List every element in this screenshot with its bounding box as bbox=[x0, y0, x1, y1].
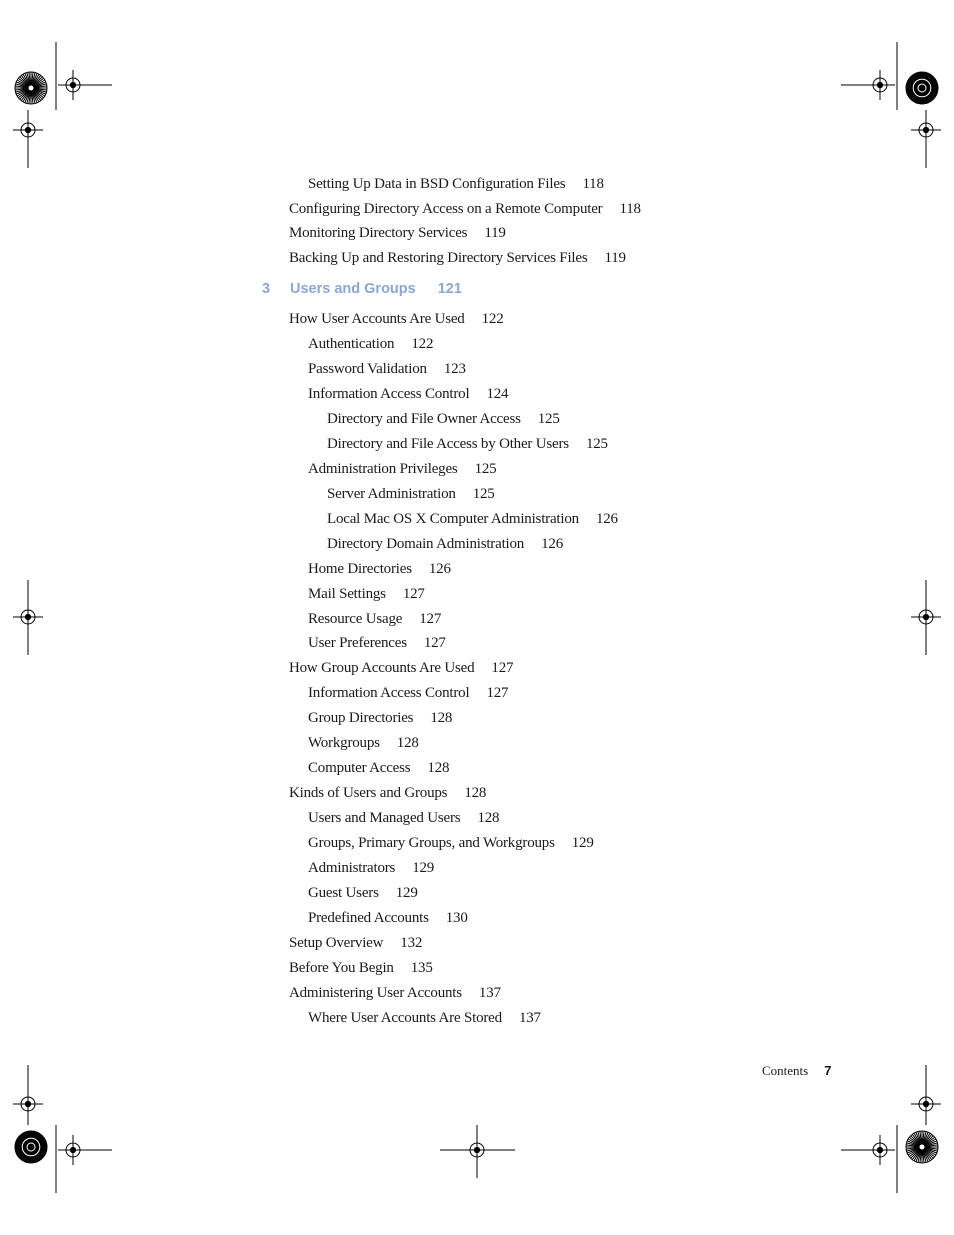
toc-entry-page-number: 132 bbox=[400, 935, 423, 951]
toc-entry[interactable] bbox=[308, 809, 499, 827]
toc-entry-title: Computer Access bbox=[308, 760, 411, 777]
toc-entry-title: Groups, Primary Groups, and Workgroups bbox=[308, 835, 555, 852]
toc-entry[interactable] bbox=[289, 200, 641, 218]
chapter-page-number: 121 bbox=[437, 281, 462, 297]
toc-entry-page-number: 125 bbox=[585, 435, 608, 452]
toc-entry-page-number: 129 bbox=[571, 835, 594, 852]
toc-entry[interactable] bbox=[308, 759, 449, 777]
toc-entry-title: Directory and File Access by Other Users bbox=[327, 435, 569, 452]
toc-entry[interactable] bbox=[308, 560, 451, 578]
toc-entry[interactable] bbox=[289, 984, 501, 1002]
toc-entry-title: Server Administration bbox=[327, 485, 456, 502]
toc-entry-page-number: 125 bbox=[474, 460, 497, 477]
footer-section-label: Contents bbox=[762, 1063, 809, 1078]
toc-entry-page-number: 127 bbox=[491, 660, 514, 677]
toc-entry[interactable] bbox=[308, 360, 466, 378]
toc-entry[interactable] bbox=[308, 175, 604, 193]
toc-entry-page-number: 127 bbox=[423, 635, 446, 652]
toc-entry-page-number: 128 bbox=[396, 735, 419, 752]
toc-entry-title: Predefined Accounts bbox=[308, 910, 429, 927]
toc-entry[interactable] bbox=[327, 535, 563, 553]
toc-entry-page-number: 130 bbox=[445, 910, 468, 927]
toc-entry-page-number: 129 bbox=[412, 860, 435, 877]
toc-entry-title: Workgroups bbox=[308, 735, 380, 752]
toc-entry-page-number: 122 bbox=[411, 335, 434, 352]
toc-entry-title: Resource Usage bbox=[308, 610, 403, 627]
chapter-number: 3 bbox=[262, 281, 271, 297]
toc-entry-page-number: 128 bbox=[427, 760, 450, 777]
toc-entry-title: Configuring Directory Access on a Remote Computer bbox=[289, 200, 603, 217]
toc-entry[interactable] bbox=[308, 709, 452, 727]
toc-entry-page-number: 118 bbox=[619, 200, 641, 217]
toc-entry-page-number: 137 bbox=[518, 1009, 541, 1026]
chapter-title: Users and Groups bbox=[290, 281, 416, 297]
toc-entry-title: Local Mac OS X Computer Administration bbox=[327, 510, 579, 527]
toc-entry-title: Monitoring Directory Services bbox=[289, 225, 468, 242]
toc-entry-page-number: 126 bbox=[541, 535, 564, 552]
toc-entry-title: Authentication bbox=[308, 335, 395, 352]
toc-entry-title: Kinds of Users and Groups bbox=[289, 785, 448, 802]
toc-entry[interactable] bbox=[289, 249, 626, 267]
chapter-heading[interactable] bbox=[262, 281, 462, 297]
footer-page-number: 7 bbox=[824, 1063, 832, 1078]
toc-entry-page-number: 118 bbox=[582, 176, 604, 192]
toc-entry-page-number: 128 bbox=[464, 785, 487, 802]
toc-entry-title: User Preferences bbox=[308, 635, 407, 652]
toc-entry-title: Home Directories bbox=[308, 560, 412, 577]
toc-entry[interactable] bbox=[308, 884, 418, 902]
toc-entry[interactable] bbox=[327, 435, 608, 453]
toc-entry-page-number: 127 bbox=[402, 585, 425, 602]
toc-entry-page-number: 124 bbox=[486, 385, 509, 402]
toc-entry[interactable] bbox=[289, 310, 504, 328]
toc-entry-page-number: 123 bbox=[443, 360, 466, 377]
toc-entry-page-number: 125 bbox=[472, 485, 495, 502]
toc-entry[interactable] bbox=[308, 834, 594, 852]
toc-entry-page-number: 127 bbox=[486, 685, 509, 702]
toc-entry[interactable] bbox=[308, 1009, 541, 1027]
toc-entry-title: Where User Accounts Are Stored bbox=[308, 1009, 502, 1026]
toc-entry[interactable] bbox=[308, 684, 508, 702]
toc-entry-title: Guest Users bbox=[308, 885, 379, 902]
toc-entry-page-number: 127 bbox=[419, 610, 442, 627]
toc-entry[interactable] bbox=[327, 485, 495, 503]
toc-entry[interactable] bbox=[289, 784, 486, 802]
toc-entry[interactable] bbox=[308, 859, 434, 877]
toc-entry-title: Information Access Control bbox=[308, 385, 470, 402]
toc-entry[interactable] bbox=[308, 460, 496, 478]
toc-entry-page-number: 126 bbox=[595, 510, 618, 527]
toc-entry[interactable] bbox=[289, 959, 433, 977]
toc-entry-page-number: 135 bbox=[410, 959, 433, 976]
toc-entry[interactable] bbox=[289, 934, 422, 952]
toc-entry-title: Information Access Control bbox=[308, 685, 470, 702]
toc-entry[interactable] bbox=[327, 410, 560, 428]
toc-entry-title: Directory Domain Administration bbox=[327, 535, 525, 552]
toc-entry-page-number: 128 bbox=[477, 810, 500, 827]
toc-entry-title: Users and Managed Users bbox=[308, 810, 461, 827]
toc-entry[interactable] bbox=[308, 909, 468, 927]
toc-entry-title: Administrators bbox=[308, 860, 396, 877]
toc-entry[interactable] bbox=[308, 335, 433, 353]
toc-entry-title: Setup Overview bbox=[289, 935, 384, 951]
toc-entry-page-number: 137 bbox=[478, 984, 501, 1001]
toc-entry[interactable] bbox=[308, 385, 508, 403]
toc-entry-page-number: 125 bbox=[537, 410, 560, 427]
toc-entry-page-number: 122 bbox=[481, 311, 504, 327]
toc-entry-page-number: 129 bbox=[395, 885, 418, 902]
toc-entry-page-number: 128 bbox=[430, 710, 453, 727]
toc-entry[interactable] bbox=[308, 734, 419, 752]
toc-entry-title: Administering User Accounts bbox=[289, 984, 462, 1001]
toc-entry-title: Administration Privileges bbox=[308, 460, 458, 477]
toc-entry-title: How Group Accounts Are Used bbox=[289, 660, 475, 677]
toc-entry-title: Group Directories bbox=[308, 710, 414, 727]
toc-entry-title: Mail Settings bbox=[308, 585, 386, 602]
toc-entry-title: Before You Begin bbox=[289, 959, 394, 976]
toc-entry-title: Setting Up Data in BSD Configuration Files bbox=[308, 176, 566, 192]
toc-entry-page-number: 119 bbox=[484, 225, 506, 242]
toc-entry-title: Backing Up and Restoring Directory Services Files bbox=[289, 250, 588, 267]
toc-entry[interactable] bbox=[289, 224, 506, 242]
toc-entry[interactable] bbox=[308, 610, 441, 628]
toc-entry-page-number: 126 bbox=[428, 560, 451, 577]
page-footer bbox=[762, 1063, 831, 1079]
toc-entry[interactable] bbox=[308, 634, 446, 652]
toc-entry-title: Password Validation bbox=[308, 360, 427, 377]
toc-entry[interactable] bbox=[308, 585, 425, 603]
toc-entry-title: How User Accounts Are Used bbox=[289, 311, 465, 327]
toc-entry[interactable] bbox=[327, 510, 618, 528]
toc-entry-title: Directory and File Owner Access bbox=[327, 410, 521, 427]
toc-entry[interactable] bbox=[289, 659, 513, 677]
toc-entry-page-number: 119 bbox=[604, 250, 626, 267]
